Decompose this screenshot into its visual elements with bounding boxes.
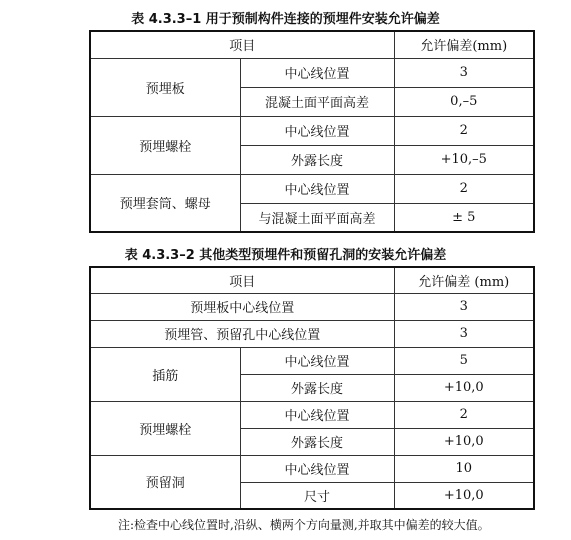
table1-item-cell: 外露长度 xyxy=(240,145,394,174)
table1-value-cell: 0,–5 xyxy=(394,87,534,116)
table2-header-item: 项目 xyxy=(90,267,394,293)
table2-group-label: 插筋 xyxy=(90,347,240,401)
table1-header-row xyxy=(90,31,534,58)
table2-value-cell: 5 xyxy=(394,347,534,374)
table2-item-cell: 中心线位置 xyxy=(240,455,394,482)
table2-item-cell: 外露长度 xyxy=(240,374,394,401)
table2-title: 表 4.3.3–2 其他类型预埋件和预留孔洞的安装允许偏差 xyxy=(124,248,447,263)
table2-header-row xyxy=(90,267,534,293)
table-row xyxy=(90,401,534,428)
table1-group-label: 预埋板 xyxy=(90,58,240,116)
table2-value-cell: +10,0 xyxy=(394,428,534,455)
table1-value-cell: +10,–5 xyxy=(394,145,534,174)
table1-item-cell: 混凝土面平面高差 xyxy=(240,87,394,116)
table1-item-cell: 中心线位置 xyxy=(240,58,394,87)
table-row xyxy=(90,293,534,320)
table1-item-cell: 中心线位置 xyxy=(240,174,394,203)
table-note: 注:检查中心线位置时,沿纵、横两个方向量测,并取其中偏差的较大值。 xyxy=(118,518,490,532)
table1-item-cell: 与混凝土面平面高差 xyxy=(240,203,394,232)
table2-group-label: 预留洞 xyxy=(90,455,240,509)
table2-value-cell: 3 xyxy=(394,293,534,320)
table-row xyxy=(90,58,534,87)
table1-value-cell: 2 xyxy=(394,116,534,145)
table2-item-cell: 预埋板中心线位置 xyxy=(90,293,394,320)
table-row xyxy=(90,347,534,374)
table2-item-cell: 中心线位置 xyxy=(240,347,394,374)
table-row xyxy=(90,174,534,203)
table1-header-item: 项目 xyxy=(90,31,394,58)
table2-value-cell: 10 xyxy=(394,455,534,482)
table1-header-tolerance: 允许偏差(mm) xyxy=(394,31,534,58)
table2-value-cell: 3 xyxy=(394,320,534,347)
table2-item-cell: 预埋管、预留孔中心线位置 xyxy=(90,320,394,347)
table2-item-cell: 中心线位置 xyxy=(240,401,394,428)
table2-value-cell: +10,0 xyxy=(394,482,534,509)
table1-title: 表 4.3.3–1 用于预制构件连接的预埋件安装允许偏差 xyxy=(131,12,440,27)
table2-group-label: 预埋螺栓 xyxy=(90,401,240,455)
table2-item-cell: 外露长度 xyxy=(240,428,394,455)
table1-value-cell: 3 xyxy=(394,58,534,87)
table1-group-label: 预埋螺栓 xyxy=(90,116,240,174)
table1-value-cell: ± 5 xyxy=(394,203,534,232)
table2 xyxy=(89,266,535,510)
table-row xyxy=(90,320,534,347)
table1-value-cell: 2 xyxy=(394,174,534,203)
table2-header-tolerance: 允许偏差 (mm) xyxy=(394,267,534,293)
table1-group-label: 预埋套筒、螺母 xyxy=(90,174,240,232)
table-row xyxy=(90,116,534,145)
table1 xyxy=(89,30,535,233)
table-row xyxy=(90,455,534,482)
table2-item-cell: 尺寸 xyxy=(240,482,394,509)
table2-value-cell: +10,0 xyxy=(394,374,534,401)
table2-value-cell: 2 xyxy=(394,401,534,428)
table1-item-cell: 中心线位置 xyxy=(240,116,394,145)
